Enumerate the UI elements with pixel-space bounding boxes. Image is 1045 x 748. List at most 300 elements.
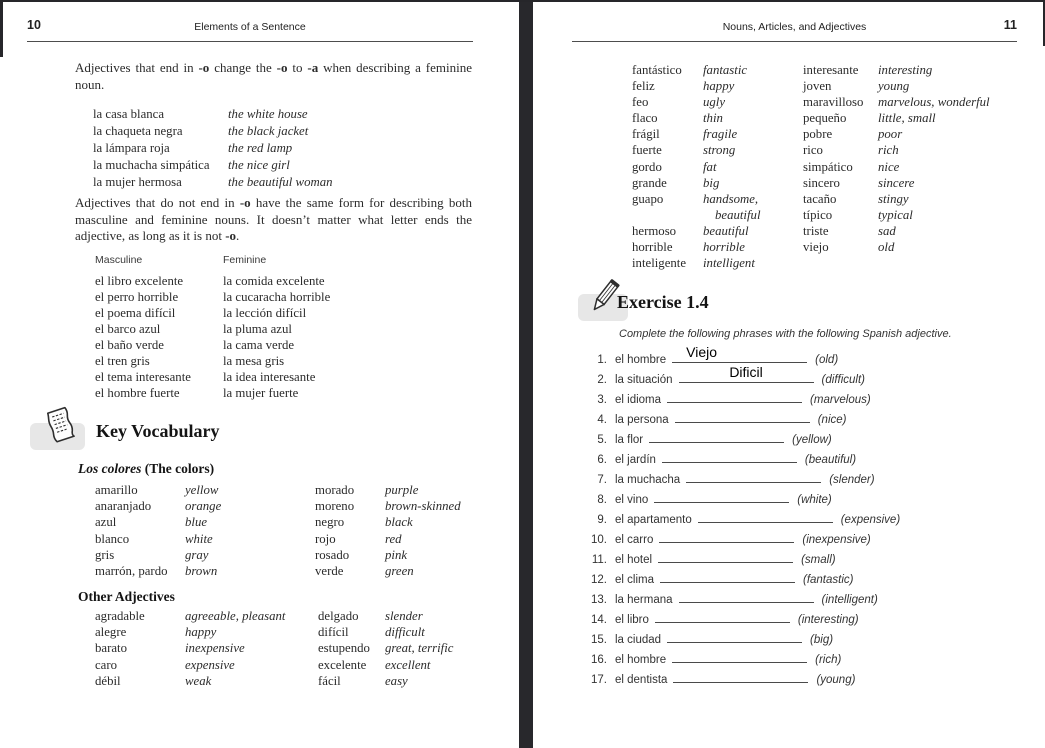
vocab-line <box>803 142 990 158</box>
los-colores-heading <box>78 461 214 477</box>
spanish-word: rosado <box>315 547 350 562</box>
english-translation: the black jacket <box>228 124 309 138</box>
para1-text: to <box>287 60 308 75</box>
item-number: 11. <box>591 554 607 566</box>
english-translation: the red lamp <box>228 141 293 155</box>
vocab-entry <box>632 142 761 158</box>
spanish-word: feliz <box>632 79 655 94</box>
vocab-entry <box>803 142 990 158</box>
item-phrase: la situación <box>615 374 673 386</box>
vocab-line <box>803 223 990 239</box>
top-edge <box>0 0 1045 2</box>
adjective-hint: (interesting) <box>797 614 859 626</box>
spanish-word: triste <box>803 223 829 238</box>
vocab-line <box>632 255 761 271</box>
spanish-word: caro <box>95 657 118 672</box>
left-edge <box>0 0 3 57</box>
exercise-item <box>573 489 1033 509</box>
masculine-feminine-headers <box>95 254 266 266</box>
table-row <box>95 369 330 385</box>
answer-blank[interactable] <box>698 509 833 523</box>
vocab-entry <box>632 175 761 191</box>
english-translation: brown <box>185 564 218 579</box>
page-number-left: 10 <box>27 18 41 32</box>
spanish-word: simpático <box>803 159 853 174</box>
spanish-word: excelente <box>318 657 367 672</box>
vocab-entry <box>803 159 990 175</box>
item-number: 12. <box>591 574 607 586</box>
page-number-right: 11 <box>1003 18 1017 32</box>
adjective-hint: (big) <box>810 634 834 646</box>
vocab-entry <box>803 78 990 94</box>
vocab-entry <box>632 223 761 239</box>
vocab-line <box>803 191 990 207</box>
answer-blank[interactable] <box>658 549 793 563</box>
vocab-line <box>803 159 990 175</box>
spanish-word: gordo <box>632 159 662 174</box>
exercise-heading: Exercise 1.4 <box>617 292 709 312</box>
masculine-phrase: el libro excelente <box>95 274 184 288</box>
spanish-word: amarillo <box>95 483 138 497</box>
item-number: 14. <box>591 614 607 626</box>
los-colores-spanish: Los colores <box>78 461 142 476</box>
spanish-word: negro <box>315 515 345 530</box>
adjective-list-right <box>803 62 990 255</box>
english-translation: stingy <box>878 191 909 206</box>
spanish-word: marrón, pardo <box>95 564 168 579</box>
exercise-item-list <box>573 344 1033 689</box>
vocab-row <box>95 640 453 656</box>
typed-answer[interactable]: Viejo <box>686 344 718 360</box>
masculine-phrase: el tema interesante <box>95 370 191 384</box>
exercise-item <box>573 449 1033 469</box>
item-number: 5. <box>597 434 607 446</box>
feminine-phrase: la cama verde <box>223 338 295 352</box>
page-left <box>0 0 519 748</box>
spanish-word: viejo <box>803 240 829 255</box>
english-translation: young <box>878 79 910 94</box>
example-row <box>93 123 333 140</box>
english-translation: nice <box>878 159 900 174</box>
answer-blank[interactable] <box>673 669 808 683</box>
vocab-entry <box>632 78 761 94</box>
masculine-phrase: el hombre fuerte <box>95 386 180 400</box>
typed-answer[interactable]: Dificil <box>729 364 763 380</box>
feminine-phrase: la mujer fuerte <box>223 386 299 400</box>
vocab-line <box>632 142 761 158</box>
page-right <box>533 0 1045 748</box>
spanish-word: fantástico <box>632 63 682 77</box>
english-translation: old <box>878 240 895 255</box>
item-phrase: el dentista <box>615 674 668 686</box>
key-vocabulary-heading: Key Vocabulary <box>96 421 220 441</box>
answer-blank[interactable] <box>675 409 810 423</box>
feminine-phrase: la mesa gris <box>223 354 285 368</box>
english-translation: inexpensive <box>185 641 245 656</box>
spanish-word: frágil <box>632 127 660 142</box>
exercise-item <box>573 409 1033 429</box>
adjective-hint: (marvelous) <box>810 394 871 406</box>
exercise-item <box>573 609 1033 629</box>
adjective-hint: (rich) <box>815 654 842 666</box>
spanish-phrase: la lámpara roja <box>93 141 170 155</box>
vocab-line <box>632 159 761 175</box>
spanish-word: flaco <box>632 111 658 126</box>
vocab-line <box>803 207 990 223</box>
item-phrase: la muchacha <box>615 474 681 486</box>
vocab-row <box>95 498 461 514</box>
feminine-phrase: la lección difícil <box>223 306 307 320</box>
answer-blank[interactable] <box>679 364 814 383</box>
item-phrase: el vino <box>615 494 649 506</box>
spanish-word: delgado <box>318 609 359 623</box>
masculine-phrase: el tren gris <box>95 354 150 368</box>
los-colores-english: (The colors) <box>141 461 215 476</box>
item-number: 16. <box>591 654 607 666</box>
vocab-entry <box>803 126 990 142</box>
english-translation: green <box>385 564 414 579</box>
vocab-row <box>95 514 461 530</box>
exercise-item <box>573 629 1033 649</box>
english-translation: purple <box>385 483 419 497</box>
adjective-hint: (young) <box>816 674 856 686</box>
item-phrase: el libro <box>615 614 649 626</box>
spanish-word: gris <box>95 547 115 562</box>
spanish-word: sincero <box>803 175 840 190</box>
spanish-word: anaranjado <box>95 499 152 514</box>
adjective-hint: (expensive) <box>840 514 901 526</box>
vocab-line <box>803 239 990 255</box>
english-translation: poor <box>878 127 903 142</box>
english-translation: fantastic <box>703 63 748 77</box>
spanish-word: grande <box>632 175 667 190</box>
spanish-word: barato <box>95 641 127 656</box>
item-number: 2. <box>597 374 607 386</box>
masculine-phrase: el perro horrible <box>95 290 179 304</box>
exercise-item <box>573 364 1033 389</box>
english-translation: excellent <box>385 657 431 672</box>
vocab-row <box>95 657 453 673</box>
english-translation: beautiful <box>703 223 749 238</box>
spanish-word: agradable <box>95 609 145 623</box>
table-row <box>95 273 330 289</box>
english-translation: yellow <box>185 483 219 497</box>
vocab-line <box>632 110 761 126</box>
exercise-instruction: Complete the following phrases with the following Spanish adjective. <box>619 328 952 340</box>
vocab-line <box>632 175 761 191</box>
item-phrase: el hombre <box>615 654 667 666</box>
para1-bold-o: -o <box>276 60 288 75</box>
english-translation: big <box>703 175 720 190</box>
spanish-word: horrible <box>632 240 673 255</box>
english-translation-continued: beautiful <box>715 207 761 222</box>
english-translation: pink <box>385 547 408 562</box>
english-translation: fragile <box>703 127 738 142</box>
vocab-entry <box>803 239 990 255</box>
item-number: 8. <box>597 494 607 506</box>
vocab-row <box>95 482 461 498</box>
exercise-item <box>573 669 1033 689</box>
english-translation: easy <box>385 673 408 688</box>
vocab-line <box>803 126 990 142</box>
english-translation: blue <box>185 515 208 530</box>
english-translation: little, small <box>878 111 936 126</box>
vocab-line <box>803 110 990 126</box>
spanish-word: guapo <box>632 191 664 206</box>
feminine-phrase: la idea interesante <box>223 370 316 384</box>
adjective-hint: (beautiful) <box>804 454 857 466</box>
item-number: 9. <box>597 514 607 526</box>
vocab-entry <box>803 223 990 239</box>
spanish-word: estupendo <box>318 641 370 656</box>
para2-text: Adjectives that do not end in <box>75 195 240 210</box>
english-translation: weak <box>185 673 212 688</box>
vocab-entry <box>632 126 761 142</box>
colors-vocab-list <box>95 482 461 579</box>
item-phrase: el clima <box>615 574 654 586</box>
spanish-phrase: la chaqueta negra <box>93 124 183 138</box>
vocab-row <box>95 531 461 547</box>
item-phrase: la hermana <box>615 594 673 606</box>
answer-blank[interactable] <box>655 609 790 623</box>
masculine-feminine-table <box>95 273 330 401</box>
header-rule-right <box>572 41 1017 42</box>
answer-blank[interactable] <box>679 589 814 603</box>
english-translation: difficult <box>385 625 425 640</box>
table-row <box>95 321 330 337</box>
exercise-item <box>573 569 1033 589</box>
english-translation: handsome, <box>703 191 759 206</box>
spanish-word: tacaño <box>803 191 837 206</box>
note-icon <box>39 403 81 447</box>
english-translation: marvelous, wonderful <box>878 95 990 110</box>
vocab-row <box>95 673 453 689</box>
header-rule-left <box>27 41 473 42</box>
adjective-hint: (inexpensive) <box>802 534 871 546</box>
english-translation: great, terrific <box>385 641 454 656</box>
english-translation: gray <box>185 547 209 562</box>
item-phrase: el hombre <box>615 354 667 366</box>
vocab-entry <box>803 110 990 126</box>
spanish-word: maravilloso <box>803 95 864 110</box>
feminine-phrase: la comida excelente <box>223 274 325 288</box>
para1-text: change the <box>209 60 277 75</box>
vocab-line <box>632 94 761 110</box>
vocab-row <box>95 624 453 640</box>
item-number: 6. <box>597 454 607 466</box>
para1-text: Adjectives that end in <box>75 60 199 75</box>
vocab-line <box>632 239 761 255</box>
exercise-item <box>573 529 1033 549</box>
spanish-word: rico <box>803 143 823 158</box>
vocab-line <box>632 191 761 207</box>
answer-blank[interactable] <box>662 449 797 463</box>
english-translation: sincere <box>878 175 915 190</box>
vocab-entry <box>803 207 990 223</box>
spanish-word: débil <box>95 673 121 688</box>
masculine-header: Masculine <box>95 254 143 266</box>
exercise-item <box>573 429 1033 449</box>
table-row <box>95 385 330 401</box>
table-row <box>95 337 330 353</box>
table-row <box>95 305 330 321</box>
vocab-entry <box>632 239 761 255</box>
spanish-word: moreno <box>315 499 355 514</box>
answer-blank[interactable] <box>686 469 821 483</box>
vocab-row <box>95 608 453 624</box>
example-row <box>93 157 333 174</box>
answer-blank[interactable] <box>672 344 807 363</box>
vocab-entry <box>803 94 990 110</box>
paragraph-invariant-rule <box>75 195 472 245</box>
vocab-entry <box>632 159 761 175</box>
vocab-entry <box>632 255 761 271</box>
example-row <box>93 106 333 123</box>
exercise-item <box>573 389 1033 409</box>
answer-blank[interactable] <box>649 429 784 443</box>
vocab-line <box>632 62 761 78</box>
english-translation: strong <box>703 143 736 158</box>
english-translation: sad <box>878 223 896 238</box>
adjective-hint: (old) <box>815 354 839 366</box>
spanish-word: típico <box>803 207 833 222</box>
item-phrase: la flor <box>615 434 644 446</box>
item-phrase: la persona <box>615 414 669 426</box>
other-adjectives-list <box>95 608 453 689</box>
vocab-entry <box>803 175 990 191</box>
english-translation: red <box>385 531 402 546</box>
adjective-hint: (small) <box>801 554 836 566</box>
english-translation: the beautiful woman <box>228 175 333 189</box>
example-row <box>93 140 333 157</box>
vocab-row <box>95 563 461 579</box>
table-row <box>95 289 330 305</box>
item-number: 13. <box>591 594 607 606</box>
spanish-word: verde <box>315 564 344 579</box>
spanish-word: rojo <box>315 531 336 546</box>
item-phrase: el jardín <box>615 454 656 466</box>
vocab-entry <box>632 94 761 110</box>
vocab-line <box>803 175 990 191</box>
adjective-hint: (difficult) <box>821 374 865 386</box>
vocab-line <box>803 62 990 78</box>
vocab-entry <box>632 62 761 78</box>
exercise-item <box>573 509 1033 529</box>
answer-blank[interactable] <box>659 529 794 543</box>
spanish-phrase: la mujer hermosa <box>93 175 182 189</box>
item-number: 4. <box>597 414 607 426</box>
adjective-hint: (yellow) <box>792 434 832 446</box>
vocab-line <box>803 78 990 94</box>
answer-blank[interactable] <box>667 389 802 403</box>
item-phrase: el carro <box>615 534 654 546</box>
adjective-hint: (intelligent) <box>821 594 878 606</box>
exercise-item <box>573 549 1033 569</box>
para2-text: have the same form for describing both masculine and feminine nouns. It doesn’t matter what letter ends the adjective, as long as it is not <box>75 195 472 243</box>
para1-text: when describing a feminine noun. <box>75 60 472 92</box>
answer-blank[interactable] <box>660 569 795 583</box>
adjective-hint: (white) <box>797 494 832 506</box>
english-translation: white <box>185 531 213 546</box>
english-translation: horrible <box>703 240 745 255</box>
english-translation: the nice girl <box>228 158 290 172</box>
answer-blank[interactable] <box>654 489 789 503</box>
english-translation: slender <box>385 609 423 623</box>
adjective-hint: (slender) <box>829 474 875 486</box>
para1-bold-o: -o <box>198 60 210 75</box>
exercise-item <box>573 589 1033 609</box>
english-translation: happy <box>703 79 735 94</box>
adjective-hint: (nice) <box>817 414 847 426</box>
item-phrase: el apartamento <box>615 514 692 526</box>
answer-blank[interactable] <box>667 629 802 643</box>
spanish-phrase: la muchacha simpática <box>93 158 210 172</box>
english-translation: black <box>385 515 413 530</box>
english-translation: typical <box>878 207 913 222</box>
english-translation: fat <box>703 159 717 174</box>
item-phrase: el idioma <box>615 394 662 406</box>
spanish-word: difícil <box>318 625 349 640</box>
running-head-left: Elements of a Sentence <box>194 21 306 33</box>
spanish-word: pobre <box>803 127 833 142</box>
english-translation: orange <box>185 499 222 514</box>
table-row <box>95 353 330 369</box>
paragraph-feminine-rule <box>75 60 472 93</box>
english-translation: rich <box>878 143 899 158</box>
english-translation: happy <box>185 625 217 640</box>
example-row <box>93 174 333 191</box>
spanish-word: pequeño <box>803 111 847 126</box>
feminine-phrase: la cucaracha horrible <box>223 290 331 304</box>
para2-bold-o: -o <box>239 195 251 210</box>
masculine-phrase: el barco azul <box>95 322 161 336</box>
para2-bold-o: -o <box>225 228 237 243</box>
english-translation: ugly <box>703 95 726 110</box>
spanish-word: blanco <box>95 531 130 546</box>
exercise-item <box>573 649 1033 669</box>
feminine-phrase: la pluma azul <box>223 322 292 336</box>
spanish-word: fácil <box>318 673 341 688</box>
example-list <box>93 106 333 191</box>
item-phrase: el hotel <box>615 554 653 566</box>
spanish-word: morado <box>315 483 355 497</box>
english-translation: agreeable, pleasant <box>185 609 286 623</box>
vocab-entry <box>632 110 761 126</box>
item-number: 10. <box>591 534 607 546</box>
para2-text: . <box>236 228 240 243</box>
running-head-right: Nouns, Articles, and Adjectives <box>722 21 867 33</box>
masculine-phrase: el poema difícil <box>95 306 176 320</box>
spanish-word: joven <box>803 79 832 94</box>
item-phrase: la ciudad <box>615 634 662 646</box>
adjective-hint: (fantastic) <box>802 574 854 586</box>
item-number: 7. <box>597 474 607 486</box>
english-translation: brown-skinned <box>385 499 461 514</box>
spanish-word: interesante <box>803 63 859 77</box>
english-translation: interesting <box>878 63 933 77</box>
spanish-phrase: la casa blanca <box>93 107 165 121</box>
spanish-word: inteligente <box>632 256 687 271</box>
vocab-row <box>95 547 461 563</box>
adjective-list-left <box>632 62 761 271</box>
vocab-line <box>632 78 761 94</box>
vocab-entry <box>632 191 761 223</box>
answer-blank[interactable] <box>672 649 807 663</box>
spanish-word: azul <box>95 515 117 530</box>
english-translation: intelligent <box>703 256 755 271</box>
vocab-line <box>632 126 761 142</box>
spanish-word: alegre <box>95 625 127 640</box>
